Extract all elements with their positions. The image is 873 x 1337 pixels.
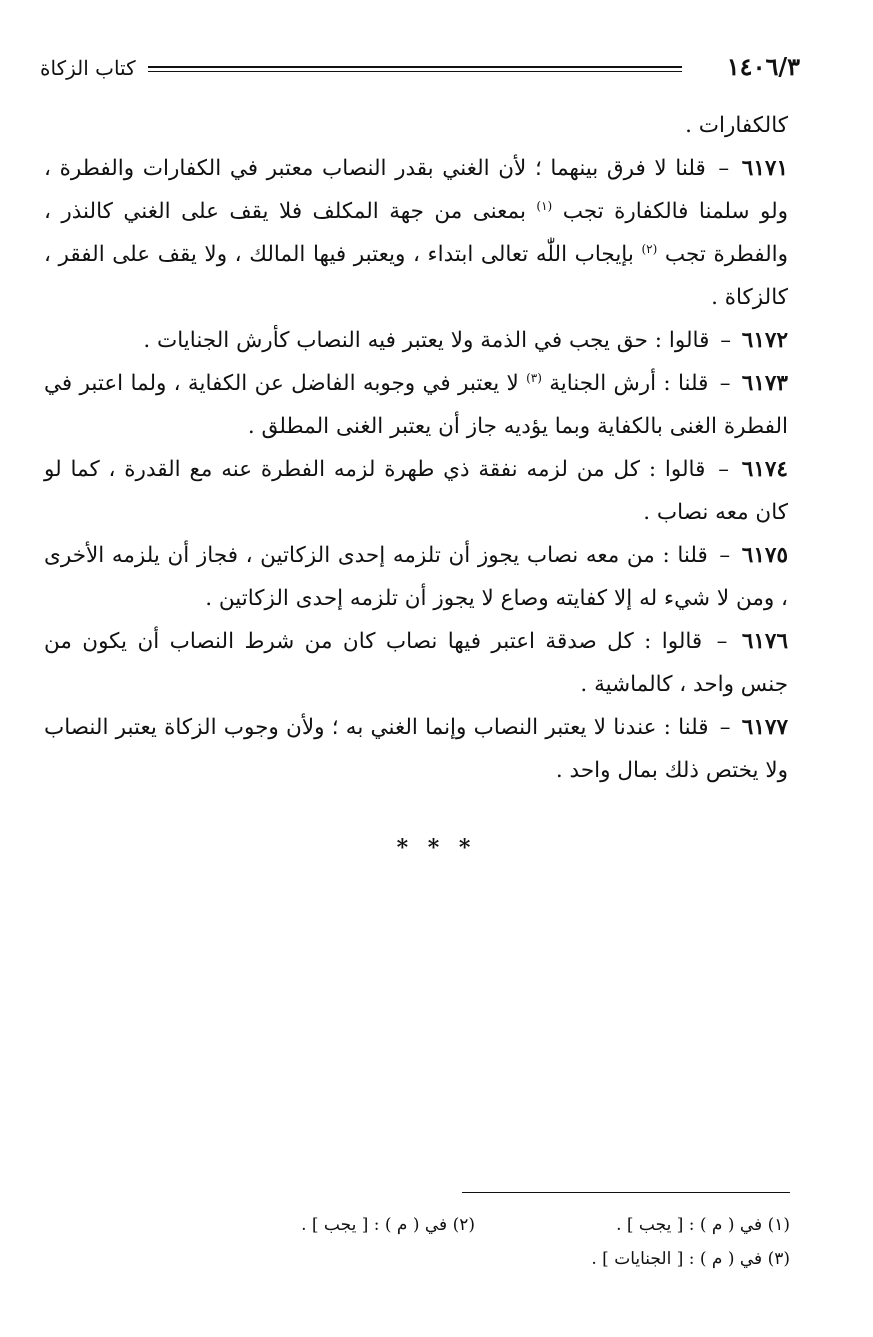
paragraph-text: بمعنى من جهة المكلف فلا يقف على الغني كالنذر ، والفطرة تجب <box>44 199 789 267</box>
paragraph-6175 <box>44 534 788 620</box>
paragraph-text: قلنا لا فرق بينهما ؛ لأن الغني بقدر النصاب معتبر في الكفارات والفطرة ، ولو سلمنا فالكفارة تجب <box>44 156 789 224</box>
paragraph-number: ٦١٧١ <box>741 156 788 181</box>
header-rule-thin <box>148 71 682 72</box>
paragraph-6177 <box>44 706 788 792</box>
paragraph-text: قلنا : أرش الجناية <box>549 371 709 396</box>
footnote-row <box>160 1208 790 1242</box>
page-number: ١٤٠٦/٣ <box>726 52 800 81</box>
footnote-rule <box>462 1192 790 1193</box>
paragraph-text: لا يعتبر في وجوبه الفاضل عن الكفاية ، ولما اعتبر في الفطرة الغنى بالكفاية وبما يؤديه جاز أن يعتبر الغنى المطلق . <box>44 371 788 439</box>
footnote-marker-3: (٣) <box>526 370 542 385</box>
page-header <box>40 52 800 86</box>
paragraph-text: كالكفارات . <box>685 113 788 138</box>
paragraph-number: ٦١٧٤ <box>741 457 788 482</box>
header-rule <box>148 66 682 68</box>
paragraph-number: ٦١٧٥ <box>741 543 788 568</box>
paragraph-dash: – <box>718 457 729 482</box>
paragraph-6174 <box>44 448 788 534</box>
paragraph-number: ٦١٧٦ <box>741 629 789 654</box>
footnote-marker-1: (١) <box>536 198 553 213</box>
paragraph-text: قلنا : عندنا لا يعتبر النصاب وإنما الغني به ؛ ولأن وجوب الزكاة يعتبر النصاب ولا يختص ذلك بمال واحد . <box>44 715 788 783</box>
main-text <box>44 104 788 792</box>
paragraph-number: ٦١٧٢ <box>741 328 788 353</box>
paragraph-6172 <box>44 319 788 362</box>
paragraph-text: قلنا : من معه نصاب يجوز أن تلزمه إحدى الزكاتين ، فجاز أن يلزمه الأخرى ، ومن لا شيء له إلا كفايته وصاع لا يجوز أن تلزمه إحدى الزكاتين . <box>44 543 788 611</box>
paragraph-6176 <box>44 620 788 706</box>
paragraph-text: قالوا : كل من لزمه نفقة ذي طهرة لزمه الفطرة عنه مع القدرة ، كما لو كان معه نصاب . <box>44 457 788 525</box>
footnote-marker-2: (٢) <box>641 241 658 256</box>
footnote-3: (٣) في ( م ) : [ الجنايات ] . <box>591 1249 790 1269</box>
section-separator: * * * <box>396 835 477 861</box>
book-title: كتاب الزكاة <box>40 56 136 80</box>
paragraph-dash: – <box>719 715 731 740</box>
paragraph-text: قالوا : حق يجب في الذمة ولا يعتبر فيه النصاب كأرش الجنايات . <box>143 328 710 353</box>
footnote-2: (٢) في ( م ) : [ يجب ] . <box>301 1215 475 1235</box>
paragraph-dash: – <box>719 371 731 396</box>
paragraph-number: ٦١٧٧ <box>741 715 788 740</box>
footnote-row <box>160 1242 790 1276</box>
paragraph-dash: – <box>716 629 728 654</box>
footnotes <box>160 1208 790 1276</box>
paragraph-number: ٦١٧٣ <box>741 371 788 396</box>
paragraph-dash: – <box>719 543 731 568</box>
paragraph-dash: – <box>718 156 730 181</box>
footnote-1: (١) في ( م ) : [ يجب ] . <box>616 1215 790 1235</box>
paragraph-6173 <box>44 362 788 448</box>
paragraph-text: بإيجاب اللّٰه تعالى ابتداء ، ويعتبر فيها المالك ، ولا يقف على الفقر ، كالزكاة . <box>44 242 788 310</box>
paragraph-continuation <box>44 104 788 147</box>
paragraph-text: قالوا : كل صدقة اعتبر فيها نصاب كان من شرط النصاب أن يكون من جنس واحد ، كالماشية . <box>44 629 788 697</box>
paragraph-dash: – <box>720 328 731 353</box>
paragraph-6171 <box>44 147 788 319</box>
